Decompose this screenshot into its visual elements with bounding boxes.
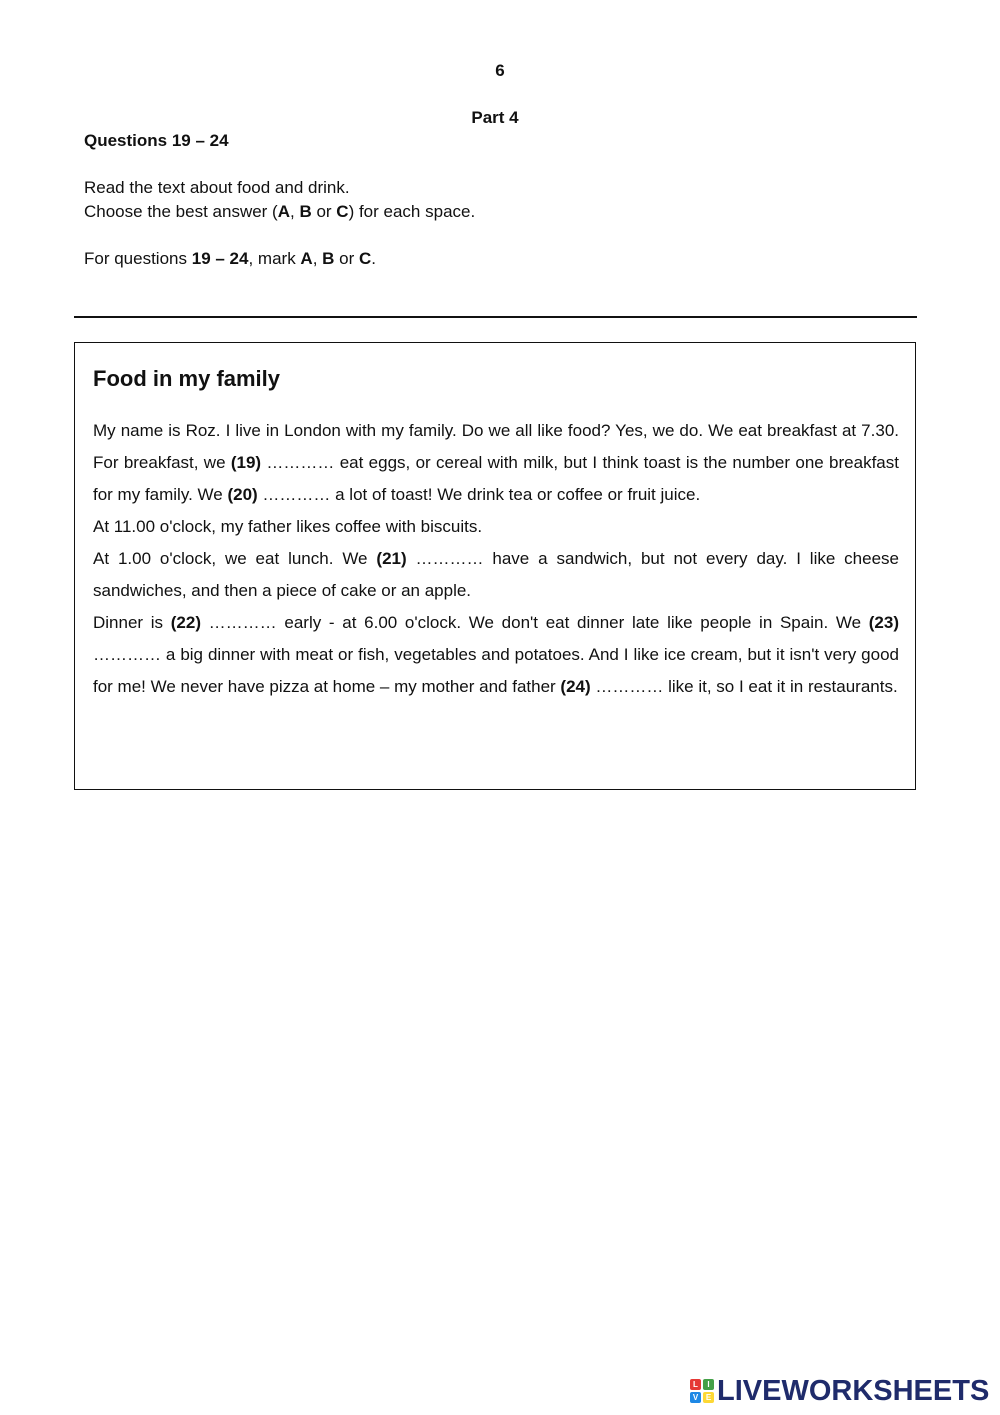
instruction-line-3: For questions 19 – 24, mark A, B or C. xyxy=(84,249,377,268)
liveworksheets-logo xyxy=(690,1372,989,1410)
logo-mark-icon xyxy=(690,1379,714,1403)
gap-21-number: (21) xyxy=(376,549,407,568)
part-label: Part 4 xyxy=(471,108,519,127)
reading-passage xyxy=(93,415,899,703)
passage-paragraph-2: At 11.00 o'clock, my father likes coffee with biscuits. xyxy=(93,517,483,536)
instruction-line-1: Read the text about food and drink. xyxy=(84,178,350,197)
logo-mark-letter: I xyxy=(703,1379,714,1390)
gap-20-number: (20) xyxy=(227,485,258,504)
logo-mark-letter: V xyxy=(690,1392,701,1403)
logo-text: LIVEWORKSHEETS xyxy=(717,1374,990,1407)
questions-heading: Questions 19 – 24 xyxy=(84,131,229,150)
logo-mark-letter: L xyxy=(690,1379,701,1390)
reading-text-box xyxy=(74,342,916,790)
text-title: Food in my family xyxy=(93,366,281,391)
gap-23-number: (23) xyxy=(868,613,899,632)
section-divider xyxy=(74,316,917,318)
page-number: 6 xyxy=(495,61,505,80)
passage-paragraph-3: At 1.00 o'clock, we eat lunch. We (21) ………… have a sandwich, but not every day. I like cheese sandwiches, and then a piece of cake or an apple. xyxy=(93,549,900,600)
passage-paragraph-1: My name is Roz. I live in London with my family. Do we all like food? Yes, we do. We eat breakfast at 7.30. For breakfast, we (19) ………… eat eggs, or cereal with milk, but I think toast is the number one breakfast for my family. We (20) ………… a lot of toast! We drink tea or coffee or fruit juice. xyxy=(93,421,899,504)
gap-22-number: (22) xyxy=(170,613,201,632)
logo-mark-letter: E xyxy=(703,1392,714,1403)
gap-24-number: (24) xyxy=(560,677,591,696)
passage-paragraph-4: Dinner is (22) ………… early - at 6.00 o'clock. We don't eat dinner late like people in Spain. We (23) ………… a big dinner with meat or fish, vegetables and potatoes. And I like ice cream, but it isn't very good for me! We never have pizza at home – my mother and father (24) ………… like it, so I eat it in restaurants. xyxy=(93,613,899,696)
instruction-line-2: Choose the best answer (A, B or C) for each space. xyxy=(84,202,476,221)
gap-19-number: (19) xyxy=(230,453,262,472)
